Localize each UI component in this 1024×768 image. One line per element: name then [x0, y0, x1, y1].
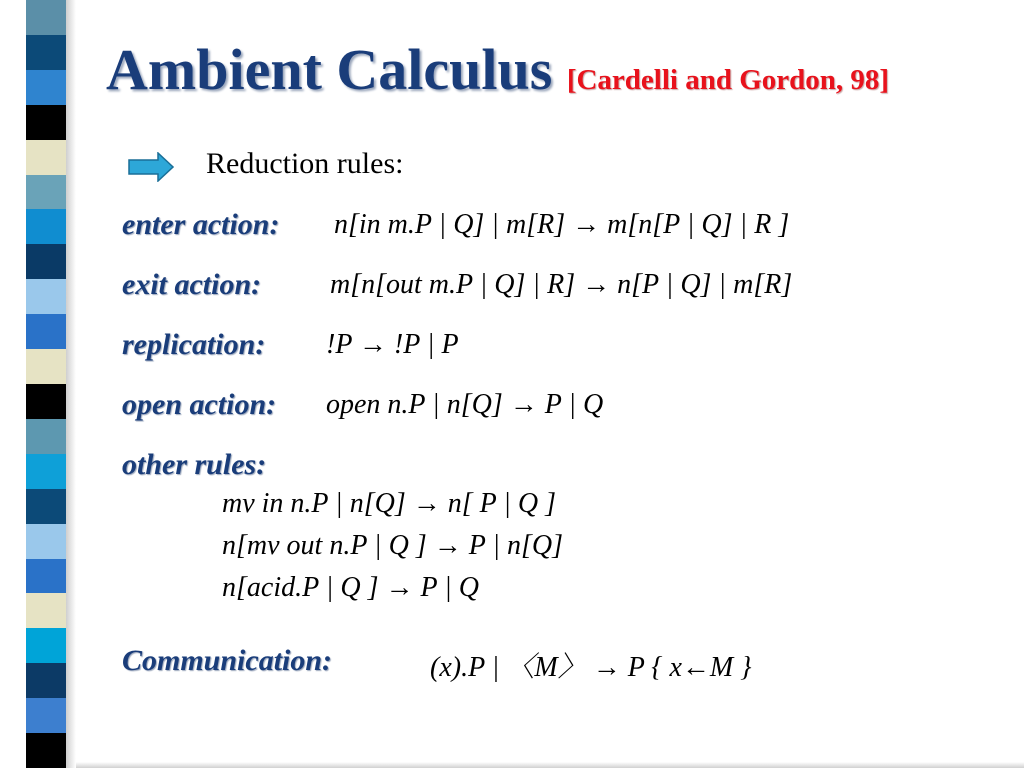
stripe-block	[26, 279, 66, 314]
communication-formula: (x).P | 〈M〉 → P { x←M }	[430, 652, 752, 683]
stripe-shadow	[66, 0, 76, 768]
stripe-block	[26, 175, 66, 210]
other-rule-formula: n[mv out n.P | Q ] → P | n[Q]	[222, 530, 564, 561]
stripe-block	[26, 454, 66, 489]
stripe-block	[26, 419, 66, 454]
stripe-block	[26, 0, 66, 35]
stripe-block	[26, 593, 66, 628]
other-rules-label: other rules:	[122, 448, 267, 481]
right-arrow-icon	[128, 152, 174, 182]
stripe-block	[26, 209, 66, 244]
communication-label: Communication:	[122, 644, 333, 677]
rule-label-exit: exit action:	[122, 268, 262, 301]
stripe-block	[26, 559, 66, 594]
stripe-block	[26, 384, 66, 419]
stripe-block	[26, 314, 66, 349]
stripe-block	[26, 524, 66, 559]
section-heading: Reduction rules:	[206, 147, 404, 180]
citation: [Cardelli and Gordon, 98]	[566, 64, 890, 96]
rule-formula-open: open n.P | n[Q] → P | Q	[326, 389, 604, 420]
stripe-block	[26, 489, 66, 524]
stripe-block	[26, 663, 66, 698]
decorative-side-stripe	[26, 0, 66, 768]
stripe-block	[26, 733, 66, 768]
stripe-block	[26, 244, 66, 279]
stripe-block	[26, 628, 66, 663]
rule-label-replication: replication:	[122, 328, 266, 361]
other-rule-formula: n[acid.P | Q ] → P | Q	[222, 572, 480, 603]
rule-label-enter: enter action:	[122, 208, 280, 241]
slide-title	[106, 36, 889, 103]
other-rule-formula: mv in n.P | n[Q] → n[ P | Q ]	[222, 488, 557, 519]
title-text: Ambient Calculus	[106, 37, 553, 102]
stripe-block	[26, 140, 66, 175]
rule-label-open: open action:	[122, 388, 277, 421]
stripe-block	[26, 698, 66, 733]
stripe-block	[26, 35, 66, 70]
rule-formula-exit: m[n[out m.P | Q] | R] → n[P | Q] | m[R]	[330, 269, 793, 300]
stripe-block	[26, 70, 66, 105]
rule-formula-replication: !P → !P | P	[326, 329, 459, 360]
bottom-shadow	[76, 762, 1024, 768]
stripe-block	[26, 349, 66, 384]
rule-formula-enter: n[in m.P | Q] | m[R] → m[n[P | Q] | R ]	[334, 209, 790, 240]
stripe-block	[26, 105, 66, 140]
